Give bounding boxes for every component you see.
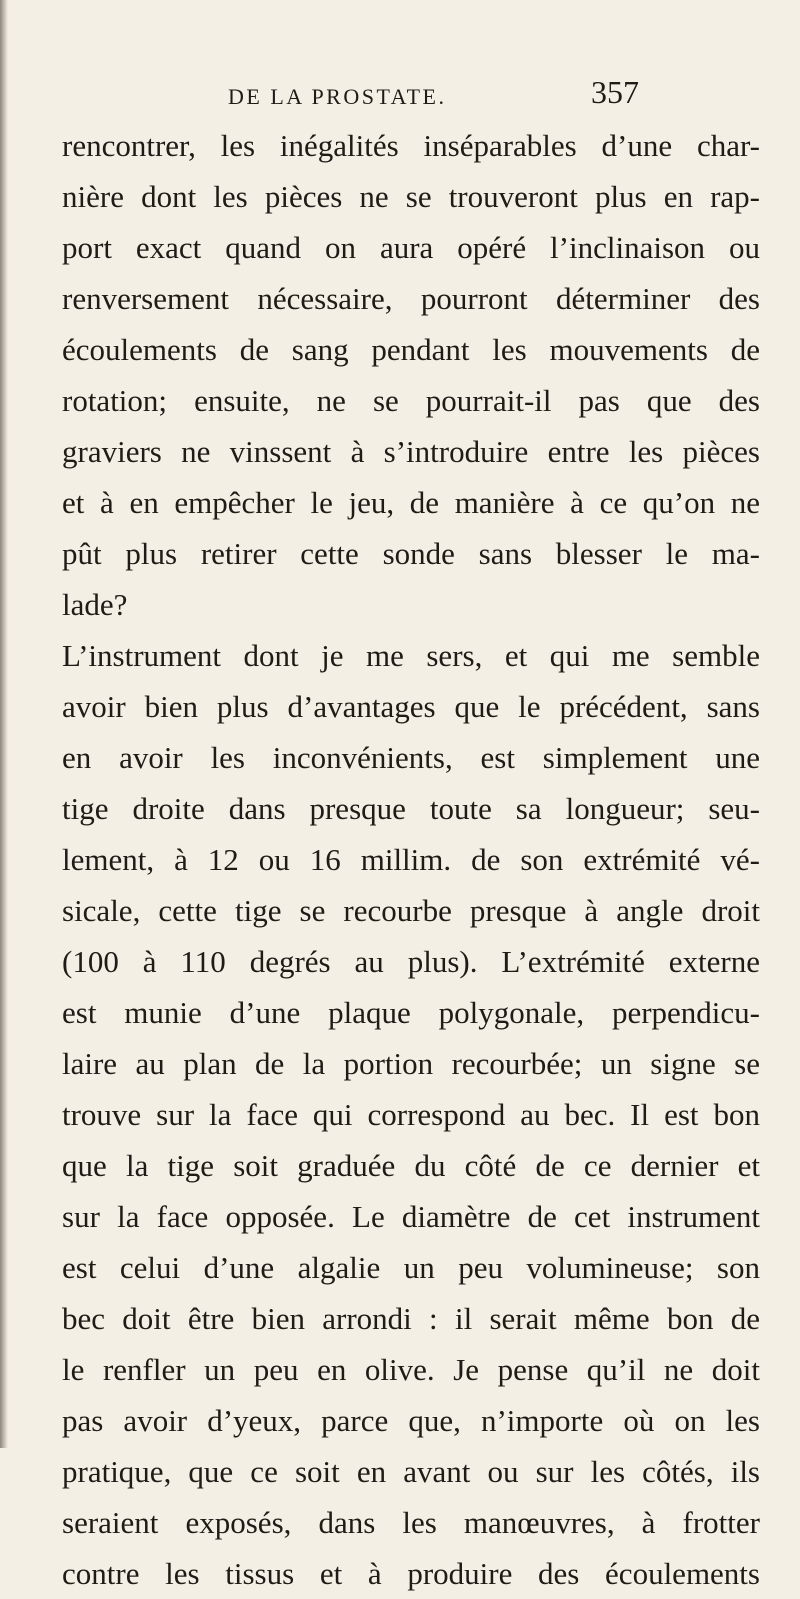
text-line: rotation; ensuite, ne se pourrait-il pas que des xyxy=(62,383,760,418)
text-line: lade? xyxy=(62,587,128,622)
text-line: port exact quand on aura opéré l’inclinaison ou xyxy=(62,230,760,265)
text-line: que la tige soit graduée du côté de ce dernier et xyxy=(62,1148,760,1183)
page-number: 357 xyxy=(591,74,639,110)
text-line: tige droite dans presque toute sa longueur; seu- xyxy=(62,791,760,826)
page-body-text xyxy=(62,120,760,1599)
text-line: est celui d’une algalie un peu volumineuse; son xyxy=(62,1250,760,1285)
text-line: sicale, cette tige se recourbe presque à angle droit xyxy=(62,893,760,928)
text-line: et à en empêcher le jeu, de manière à ce qu’on ne xyxy=(62,485,760,520)
text-line: bec doit être bien arrondi : il serait même bon de xyxy=(62,1301,760,1336)
text-line: écoulements de sang pendant les mouvements de xyxy=(62,332,760,367)
text-line: pût plus retirer cette sonde sans blesser le ma- xyxy=(62,536,760,571)
text-line: laire au plan de la portion recourbée; un signe se xyxy=(62,1046,760,1081)
text-line: (100 à 110 degrés au plus). L’extrémité externe xyxy=(62,944,760,979)
text-line: rencontrer, les inégalités inséparables d’une char- xyxy=(62,128,760,163)
text-line: contre les tissus et à produire des écoulements xyxy=(62,1556,760,1591)
text-line: graviers ne vinssent à s’introduire entre les pièces xyxy=(62,434,760,469)
text-line: avoir bien plus d’avantages que le précédent, sans xyxy=(62,689,760,724)
paragraph-start-line: L’instrument dont je me sers, et qui me semble xyxy=(62,638,760,673)
text-line: pratique, que ce soit en avant ou sur les côtés, ils xyxy=(62,1454,760,1489)
text-line: sur la face opposée. Le diamètre de cet instrument xyxy=(62,1199,760,1234)
text-line: seraient exposés, dans les manœuvres, à frotter xyxy=(62,1505,760,1540)
text-line: trouve sur la face qui correspond au bec. Il est bon xyxy=(62,1097,760,1132)
running-head: DE LA PROSTATE. xyxy=(228,84,447,109)
text-line: en avoir les inconvénients, est simplement une xyxy=(62,740,760,775)
text-line: le renfler un peu en olive. Je pense qu’il ne doit xyxy=(62,1352,760,1387)
text-line: est munie d’une plaque polygonale, perpendicu- xyxy=(62,995,760,1030)
text-line: lement, à 12 ou 16 millim. de son extrémité vé- xyxy=(62,842,760,877)
text-line: renversement nécessaire, pourront déterminer des xyxy=(62,281,760,316)
text-line: nière dont les pièces ne se trouveront plus en rap- xyxy=(62,179,760,214)
text-line: pas avoir d’yeux, parce que, n’importe où on les xyxy=(62,1403,760,1438)
